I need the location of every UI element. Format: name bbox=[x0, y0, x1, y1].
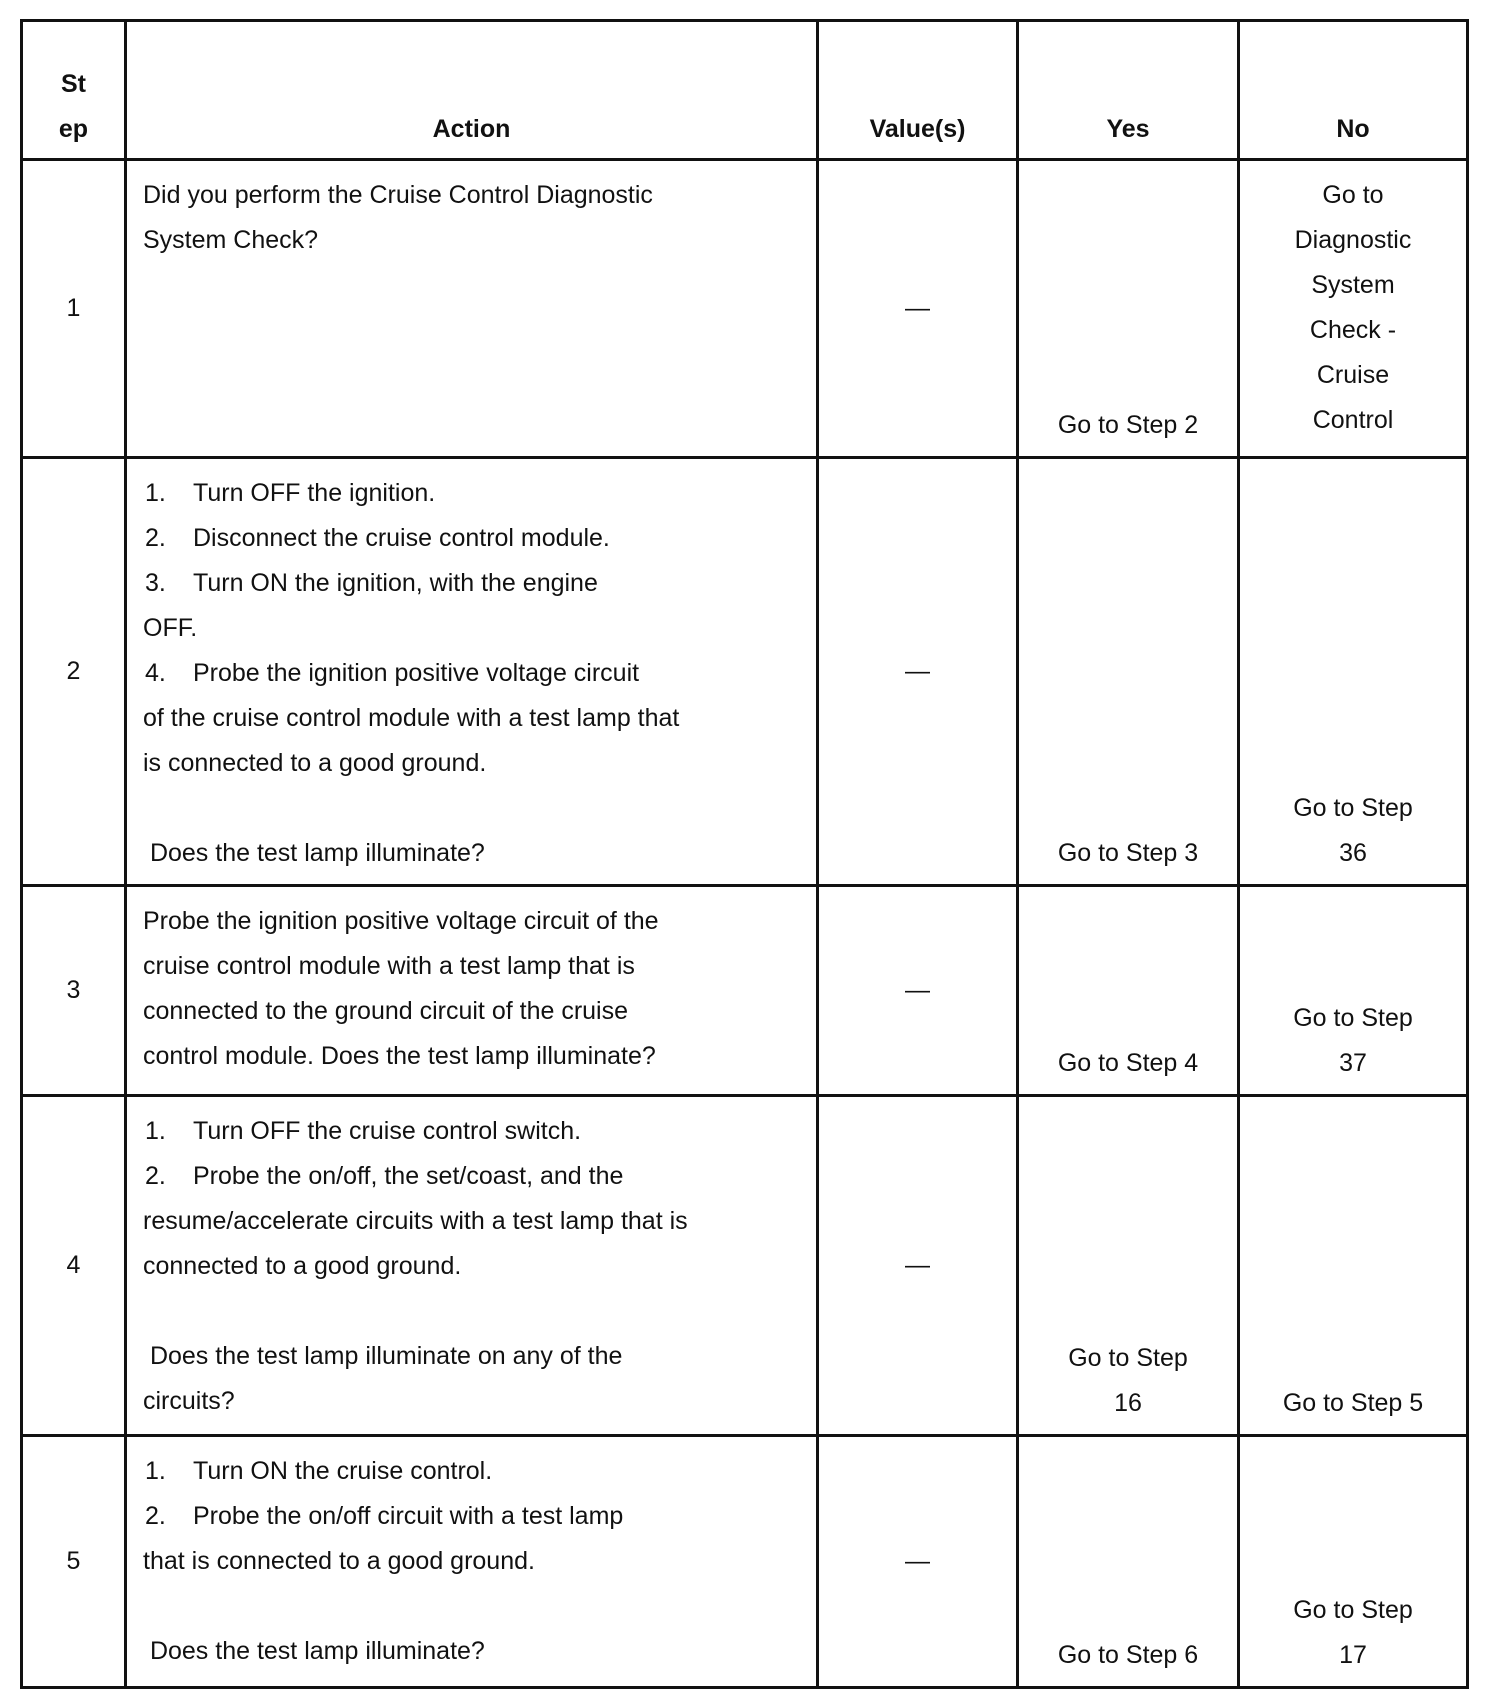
table-row bbox=[22, 1436, 1468, 1688]
action-line bbox=[143, 1494, 806, 1539]
action-line bbox=[143, 989, 806, 1034]
action-step-number: 1. bbox=[145, 1117, 166, 1145]
no-text: System bbox=[1311, 271, 1395, 299]
step-cell: 5 bbox=[22, 1436, 126, 1688]
action-line bbox=[143, 1154, 806, 1199]
no-cell bbox=[1239, 1436, 1468, 1688]
action-line bbox=[143, 1244, 806, 1289]
action-line bbox=[143, 651, 806, 696]
action-text: OFF. bbox=[143, 614, 198, 642]
yes-text: 16 bbox=[1114, 1389, 1142, 1417]
header-row bbox=[22, 21, 1468, 160]
action-line bbox=[143, 944, 806, 989]
action-text: Disconnect the cruise control module. bbox=[193, 524, 610, 552]
value-text: — bbox=[905, 294, 930, 322]
action-text: cruise control module with a test lamp that is bbox=[143, 952, 635, 980]
action-text: Turn OFF the ignition. bbox=[193, 479, 436, 507]
action-line bbox=[143, 1584, 806, 1629]
table-row bbox=[22, 458, 1468, 886]
header-action: Action bbox=[126, 21, 818, 160]
value-text: — bbox=[905, 1547, 930, 1575]
diagnostic-table bbox=[20, 19, 1469, 1689]
action-step-number: 1. bbox=[145, 1457, 166, 1485]
yes-text: Go to Step 6 bbox=[1057, 1641, 1199, 1669]
action-step-number: 4. bbox=[145, 659, 166, 687]
action-text: control module. Does the test lamp illuminate? bbox=[143, 1042, 656, 1070]
no-text: Go to bbox=[1322, 181, 1384, 209]
no-text: 17 bbox=[1339, 1641, 1367, 1669]
action-text: Did you perform the Cruise Control Diagnostic bbox=[143, 181, 653, 209]
action-line bbox=[143, 696, 806, 741]
action-text: Probe the ignition positive voltage circuit bbox=[193, 659, 640, 687]
action-line bbox=[143, 173, 806, 218]
action-line bbox=[143, 561, 806, 606]
no-text: Check - bbox=[1309, 316, 1397, 344]
action-line bbox=[143, 471, 806, 516]
no-cell bbox=[1239, 886, 1468, 1096]
yes-cell bbox=[1018, 458, 1239, 886]
yes-cell bbox=[1018, 886, 1239, 1096]
action-step-number: 2. bbox=[145, 524, 166, 552]
action-step-number: 3. bbox=[145, 569, 166, 597]
no-text: Go to Step bbox=[1293, 794, 1413, 822]
value-cell bbox=[818, 886, 1018, 1096]
header-step-line1: St bbox=[61, 70, 86, 98]
action-line bbox=[143, 1109, 806, 1154]
header-values: Value(s) bbox=[818, 21, 1018, 160]
action-step-number: 2. bbox=[145, 1162, 166, 1190]
table-row bbox=[22, 160, 1468, 458]
action-line bbox=[143, 1199, 806, 1244]
action-text: resume/accelerate circuits with a test lamp that is bbox=[143, 1207, 688, 1235]
action-text: circuits? bbox=[143, 1387, 235, 1415]
value-cell bbox=[818, 1436, 1018, 1688]
value-cell bbox=[818, 1096, 1018, 1436]
action-step-number: 2. bbox=[145, 1502, 166, 1530]
action-text: Does the test lamp illuminate? bbox=[143, 839, 485, 867]
action-text: is connected to a good ground. bbox=[143, 749, 487, 777]
action-line bbox=[143, 1449, 806, 1494]
action-line bbox=[143, 1539, 806, 1584]
action-cell bbox=[126, 886, 818, 1096]
step-cell: 3 bbox=[22, 886, 126, 1096]
step-cell: 2 bbox=[22, 458, 126, 886]
no-text: Go to Step bbox=[1293, 1596, 1413, 1624]
action-line bbox=[143, 741, 806, 786]
action-line bbox=[143, 1289, 806, 1334]
action-line bbox=[143, 1034, 806, 1079]
action-text: Turn ON the ignition, with the engine bbox=[193, 569, 598, 597]
action-cell bbox=[126, 458, 818, 886]
action-text: Probe the ignition positive voltage circuit of the bbox=[143, 907, 659, 935]
value-text: — bbox=[905, 657, 930, 685]
action-line bbox=[143, 1629, 806, 1674]
action-text: connected to the ground circuit of the cruise bbox=[143, 997, 629, 1025]
action-cell bbox=[126, 160, 818, 458]
action-line bbox=[143, 1334, 806, 1379]
no-text: 36 bbox=[1339, 839, 1367, 867]
action-line bbox=[143, 899, 806, 944]
table-row bbox=[22, 1096, 1468, 1436]
step-cell: 4 bbox=[22, 1096, 126, 1436]
value-text: — bbox=[905, 976, 930, 1004]
action-text: Turn ON the cruise control. bbox=[193, 1457, 493, 1485]
no-cell bbox=[1239, 1096, 1468, 1436]
no-text: Go to Step 5 bbox=[1282, 1389, 1424, 1417]
yes-cell bbox=[1018, 1436, 1239, 1688]
action-text: System Check? bbox=[143, 226, 319, 254]
value-cell bbox=[818, 458, 1018, 886]
action-text: connected to a good ground. bbox=[143, 1252, 462, 1280]
no-cell bbox=[1239, 458, 1468, 886]
action-line bbox=[143, 786, 806, 831]
action-line bbox=[143, 516, 806, 561]
action-line bbox=[143, 606, 806, 651]
yes-text: Go to Step 4 bbox=[1057, 1049, 1199, 1077]
yes-text: Go to Step 2 bbox=[1057, 411, 1199, 439]
action-cell bbox=[126, 1436, 818, 1688]
value-cell bbox=[818, 160, 1018, 458]
header-step-line2: ep bbox=[58, 115, 89, 143]
action-text: Probe the on/off, the set/coast, and the bbox=[193, 1162, 624, 1190]
action-text: that is connected to a good ground. bbox=[143, 1547, 535, 1575]
step-cell: 1 bbox=[22, 160, 126, 458]
no-text: Cruise bbox=[1316, 361, 1390, 389]
yes-text: Go to Step bbox=[1068, 1344, 1188, 1372]
header-no: No bbox=[1239, 21, 1468, 160]
no-text: Go to Step bbox=[1293, 1004, 1413, 1032]
yes-cell bbox=[1018, 160, 1239, 458]
yes-cell bbox=[1018, 1096, 1239, 1436]
action-text: Probe the on/off circuit with a test lamp bbox=[193, 1502, 624, 1530]
action-line bbox=[143, 831, 806, 876]
no-text: 37 bbox=[1339, 1049, 1367, 1077]
action-text: Turn OFF the cruise control switch. bbox=[193, 1117, 582, 1145]
action-line bbox=[143, 1379, 806, 1424]
no-cell bbox=[1239, 160, 1468, 458]
action-step-number: 1. bbox=[145, 479, 166, 507]
table-row bbox=[22, 886, 1468, 1096]
header-yes: Yes bbox=[1018, 21, 1239, 160]
yes-text: Go to Step 3 bbox=[1057, 839, 1199, 867]
action-line bbox=[143, 218, 806, 263]
value-text: — bbox=[905, 1251, 930, 1279]
action-cell bbox=[126, 1096, 818, 1436]
no-text: Control bbox=[1312, 406, 1394, 434]
action-text: Does the test lamp illuminate on any of the bbox=[143, 1342, 623, 1370]
action-text: of the cruise control module with a test lamp that bbox=[143, 704, 680, 732]
no-text: Diagnostic bbox=[1294, 226, 1412, 254]
header-step bbox=[22, 21, 126, 160]
action-text: Does the test lamp illuminate? bbox=[143, 1637, 485, 1665]
